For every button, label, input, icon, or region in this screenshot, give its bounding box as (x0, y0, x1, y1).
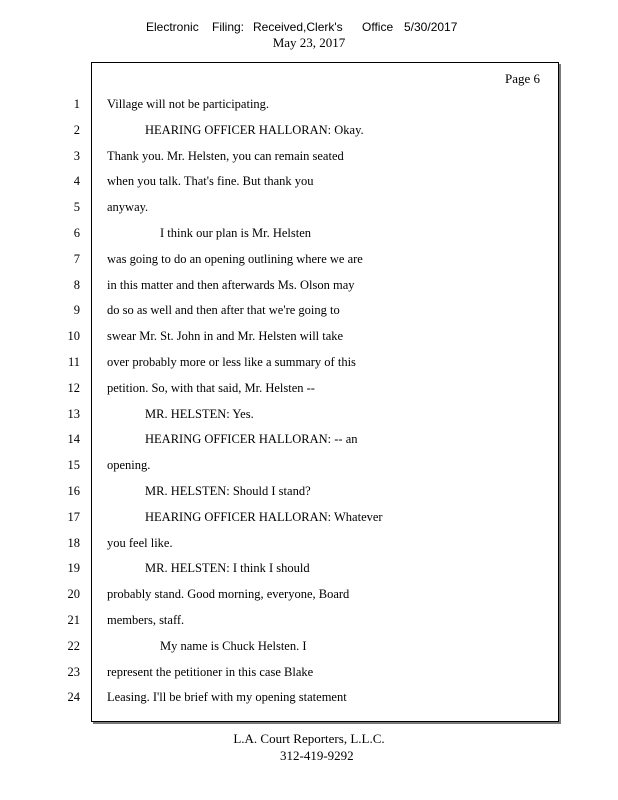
transcript-line: Village will not be participating. (107, 97, 270, 111)
filing-stamp (0, 20, 618, 36)
transcript-line: HEARING OFFICER HALLORAN: Okay. (145, 122, 364, 137)
transcript-line: was going to do an opening outlining where we are (107, 251, 363, 266)
transcript-line: swear Mr. St. John in and Mr. Helsten will take (107, 329, 344, 344)
transcript-line: members, staff. (107, 612, 185, 627)
line-number: 4 (73, 174, 80, 189)
line-number: 12 (67, 380, 80, 395)
transcript-line: anyway. (107, 200, 149, 215)
line-number: 20 (67, 587, 80, 602)
transcript-line: MR. HELSTEN: Should I stand? (145, 483, 311, 498)
filing-date: 5/30/2017 (404, 20, 458, 34)
line-number: 10 (67, 329, 80, 344)
line-number: 22 (67, 638, 80, 653)
line-number: 8 (73, 277, 80, 292)
line-number: 19 (67, 561, 80, 576)
line-number: 17 (67, 509, 80, 524)
transcript-line: Thank you. Mr. Helsten, you can remain seated (107, 148, 344, 163)
line-number: 16 (67, 483, 80, 498)
line-number: 15 (67, 458, 80, 473)
line-number: 13 (67, 406, 80, 421)
line-number: 18 (67, 535, 80, 550)
transcript-line: do so as well and then after that we're going to (107, 303, 340, 318)
line-number-column (60, 92, 80, 711)
transcript-line: MR. HELSTEN: Yes. (145, 406, 254, 421)
filing-word-filing: Filing: (212, 20, 245, 34)
line-number: 5 (73, 200, 80, 215)
transcript-body (107, 92, 527, 711)
transcript-line: probably stand. Good morning, everyone, Board (107, 587, 350, 602)
transcript-line: My name is Chuck Helsten. I (160, 638, 307, 653)
transcript-line: HEARING OFFICER HALLORAN: -- an (145, 432, 358, 447)
hearing-date: May 23, 2017 (272, 35, 346, 50)
transcript-line: opening. (107, 458, 151, 473)
transcript-line: Leasing. I'll be brief with my opening statement (107, 690, 347, 705)
line-number: 9 (73, 303, 80, 318)
reporter-name: L.A. Court Reporters, L.L.C. (233, 731, 385, 746)
reporter-phone: 312-419-9292 (280, 748, 354, 763)
line-number: 7 (73, 251, 80, 266)
transcript-line: you feel like. (107, 535, 173, 550)
line-number: 6 (73, 225, 80, 240)
transcript-line: HEARING OFFICER HALLORAN: Whatever (145, 509, 383, 524)
filing-word-office: Office (362, 20, 394, 34)
line-number: 3 (73, 148, 80, 163)
line-number: 1 (73, 97, 80, 111)
filing-word-received: Received,Clerk's (253, 20, 343, 34)
line-number: 2 (73, 122, 80, 137)
transcript-line: when you talk. That's fine. But thank you (107, 174, 314, 189)
transcript-line: in this matter and then afterwards Ms. Olson may (107, 277, 355, 292)
transcript-line: I think our plan is Mr. Helsten (160, 225, 312, 240)
line-number: 24 (67, 690, 80, 705)
transcript-line: MR. HELSTEN: I think I should (145, 561, 310, 576)
transcript-line: petition. So, with that said, Mr. Helsten -- (107, 380, 315, 395)
line-number: 11 (67, 354, 80, 369)
line-number: 21 (67, 612, 80, 627)
transcript-line: over probably more or less like a summary of this (107, 354, 356, 369)
line-number: 14 (67, 432, 80, 447)
page-number: Page 6 (504, 71, 540, 86)
filing-word-electronic: Electronic (146, 20, 199, 34)
transcript-line: represent the petitioner in this case Blake (107, 664, 314, 679)
line-number: 23 (67, 664, 80, 679)
